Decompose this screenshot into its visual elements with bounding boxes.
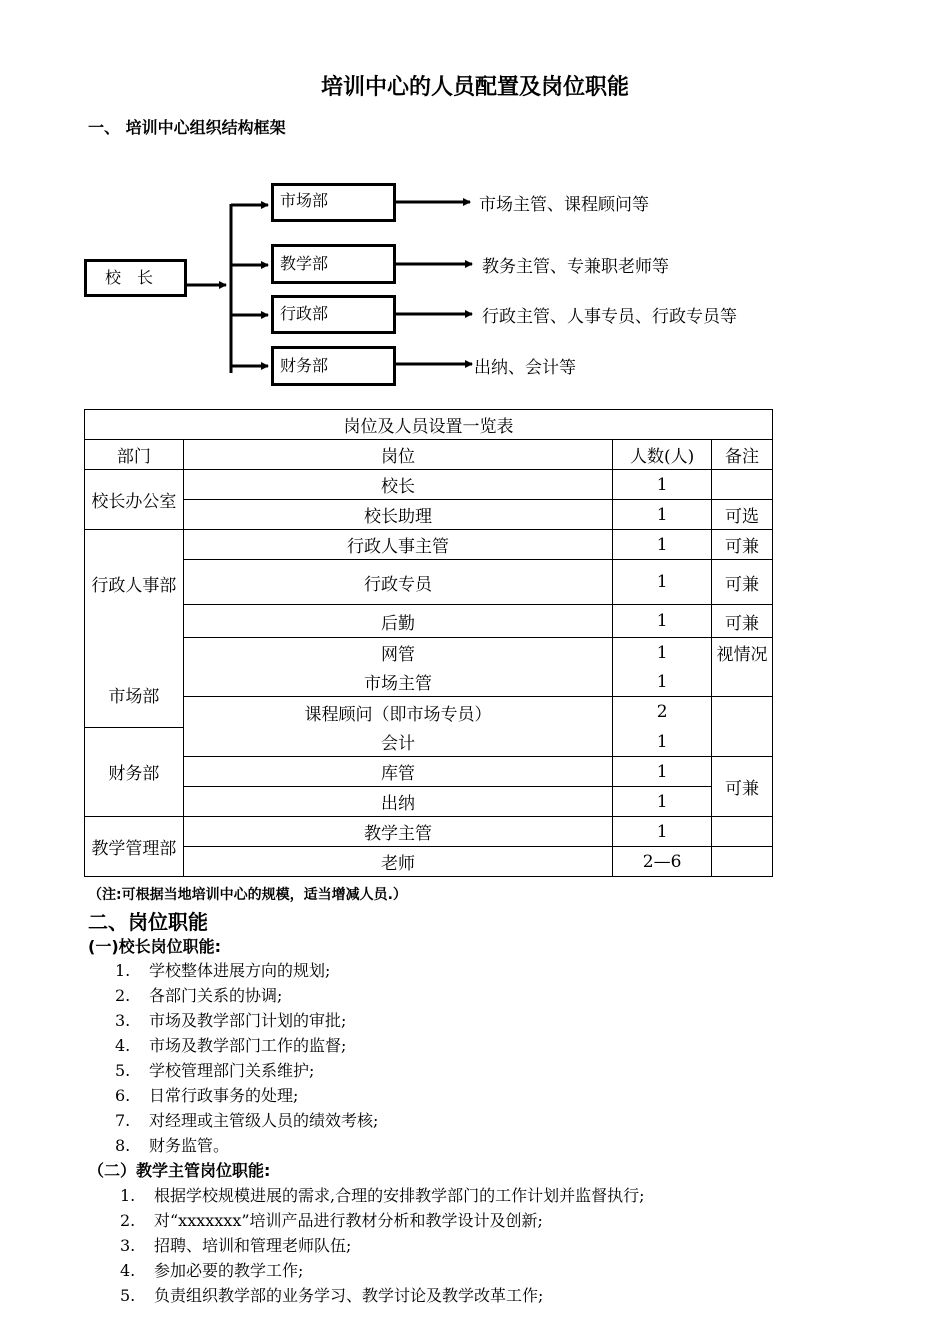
table-row [85, 697, 773, 728]
list-number: 8. [115, 1136, 131, 1155]
note-cell: 可兼 [712, 530, 773, 560]
dept-cell: 财务部 [85, 727, 184, 817]
list-item [120, 1233, 351, 1256]
list-number: 5. [120, 1286, 136, 1305]
list-item [120, 1183, 644, 1206]
list-text: 市场及教学部门工作的监督; [149, 1036, 347, 1055]
post-cell: 库管 [183, 757, 612, 787]
post-cell: 会计 [183, 727, 612, 757]
list-number: 4. [120, 1261, 136, 1280]
table-row [85, 817, 773, 847]
list-item [115, 1033, 346, 1056]
post-cell: 教学主管 [183, 817, 612, 847]
list-text: 对经理或主管级人员的绩效考核; [149, 1111, 379, 1130]
count-cell: 1 [613, 605, 712, 638]
table-row [85, 638, 773, 668]
count-cell: 1 [613, 757, 712, 787]
count-cell: 2—6 [613, 847, 712, 877]
list-text: 负责组织教学部的业务学习、教学讨论及教学改革工作; [154, 1286, 544, 1305]
list-item [115, 1008, 346, 1031]
list-number: 4. [115, 1036, 131, 1055]
table-row [85, 847, 773, 877]
list-item [115, 983, 282, 1006]
count-cell: 2 [613, 697, 712, 728]
teaching-heading: （二）教学主管岗位职能: [88, 1161, 271, 1180]
dept-cell: 教学管理部 [85, 817, 184, 877]
list-item [120, 1208, 543, 1231]
list-text: 对“xxxxxxx”培训产品进行教材分析和教学设计及创新; [154, 1211, 543, 1230]
table-row [85, 530, 773, 560]
list-text: 招聘、培训和管理老师队伍; [154, 1236, 352, 1255]
list-number: 2. [120, 1211, 136, 1230]
post-cell: 老师 [183, 847, 612, 877]
org-staff-finance: 出纳、会计等 [474, 358, 576, 378]
count-cell: 1 [613, 817, 712, 847]
dept-cell: 校长办公室 [85, 470, 184, 530]
org-dept-label: 财务部 [280, 356, 329, 375]
principal-heading: (一)校长岗位职能: [88, 937, 222, 956]
org-head-box [84, 259, 187, 297]
org-dept-label: 教学部 [280, 254, 329, 273]
table-row [85, 470, 773, 500]
list-number: 2. [115, 986, 131, 1005]
list-number: 7. [115, 1111, 131, 1130]
list-number: 1. [120, 1186, 136, 1205]
table-row [85, 500, 773, 530]
org-head-label: 校 长 [105, 268, 154, 287]
post-cell: 出纳 [183, 787, 612, 817]
count-cell: 1 [613, 530, 712, 560]
table-header-cell: 部门 [85, 440, 184, 470]
org-dept-box-finance [271, 346, 396, 386]
org-dept-label: 行政部 [280, 304, 329, 323]
list-number: 1. [115, 961, 131, 980]
list-text: 市场及教学部门计划的审批; [149, 1011, 347, 1030]
list-number: 5. [115, 1061, 131, 1080]
note-cell: 可兼 [712, 605, 773, 638]
note-cell [712, 470, 773, 500]
page-title: 培训中心的人员配置及岗位职能 [320, 75, 629, 100]
list-text: 日常行政事务的处理; [149, 1086, 299, 1105]
table-row [85, 757, 773, 787]
post-cell: 行政专员 [183, 560, 612, 605]
list-item [120, 1258, 303, 1281]
list-text: 参加必要的教学工作; [154, 1261, 304, 1280]
list-item [115, 958, 330, 981]
org-staff-teaching: 教务主管、专兼职老师等 [482, 257, 669, 277]
list-number: 6. [115, 1086, 131, 1105]
table-row [85, 605, 773, 638]
list-number: 3. [115, 1011, 131, 1030]
org-dept-box-market [271, 183, 396, 222]
post-cell: 校长 [183, 470, 612, 500]
list-item [115, 1133, 229, 1156]
table-header-row [85, 440, 773, 470]
post-cell: 校长助理 [183, 500, 612, 530]
list-text: 学校整体进展方向的规划; [149, 961, 331, 980]
count-cell: 1 [613, 560, 712, 605]
table-header-cell: 备注 [712, 440, 773, 470]
note-cell [712, 817, 773, 847]
org-dept-label: 市场部 [280, 191, 329, 210]
post-cell: 市场主管 [183, 667, 612, 697]
list-item [120, 1283, 543, 1306]
org-staff-admin: 行政主管、人事专员、行政专员等 [482, 307, 737, 327]
count-cell: 1 [613, 667, 712, 697]
org-chart-lines [0, 0, 950, 400]
list-item [115, 1108, 378, 1131]
note-cell [712, 847, 773, 877]
section-heading-org: 一、 培训中心组织结构框架 [88, 118, 286, 137]
note-cell [712, 697, 773, 757]
org-dept-box-admin [271, 295, 396, 334]
table-row [85, 727, 773, 757]
staffing-table [84, 409, 773, 877]
list-text: 财务监管。 [149, 1136, 230, 1155]
list-text: 学校管理部门关系维护; [149, 1061, 315, 1080]
note-cell: 可兼 [712, 757, 773, 817]
list-item [115, 1058, 314, 1081]
note-cell: 可选 [712, 500, 773, 530]
table-row [85, 667, 773, 697]
table-caption-row [85, 410, 773, 440]
post-cell: 课程顾问（即市场专员） [183, 697, 612, 728]
post-cell: 后勤 [183, 605, 612, 638]
table-caption: 岗位及人员设置一览表 [85, 410, 773, 440]
org-chart [0, 0, 950, 400]
post-cell: 网管 [183, 638, 612, 668]
post-cell: 行政人事主管 [183, 530, 612, 560]
list-text: 根据学校规模进展的需求,合理的安排教学部门的工作计划并监督执行; [154, 1186, 645, 1205]
list-text: 各部门关系的协调; [149, 986, 283, 1005]
org-dept-box-teaching [271, 244, 396, 284]
org-staff-market: 市场主管、课程顾问等 [479, 195, 649, 215]
list-number: 3. [120, 1236, 136, 1255]
table-header-cell: 人数(人) [613, 440, 712, 470]
dept-cell: 行政人事部 [85, 530, 184, 638]
count-cell: 1 [613, 787, 712, 817]
count-cell: 1 [613, 500, 712, 530]
count-cell: 1 [613, 727, 712, 757]
table-row [85, 787, 773, 817]
table-row [85, 560, 773, 605]
table-footnote: （注:可根据当地培训中心的规模，适当增减人员.） [88, 887, 407, 903]
table-header-cell: 岗位 [183, 440, 612, 470]
section-heading-duties: 二、岗位职能 [88, 910, 208, 934]
note-cell: 可兼 [712, 560, 773, 605]
list-item [115, 1083, 298, 1106]
note-cell: 视情况 [712, 638, 773, 697]
count-cell: 1 [613, 470, 712, 500]
dept-cell: 市场部 [85, 638, 184, 728]
count-cell: 1 [613, 638, 712, 668]
